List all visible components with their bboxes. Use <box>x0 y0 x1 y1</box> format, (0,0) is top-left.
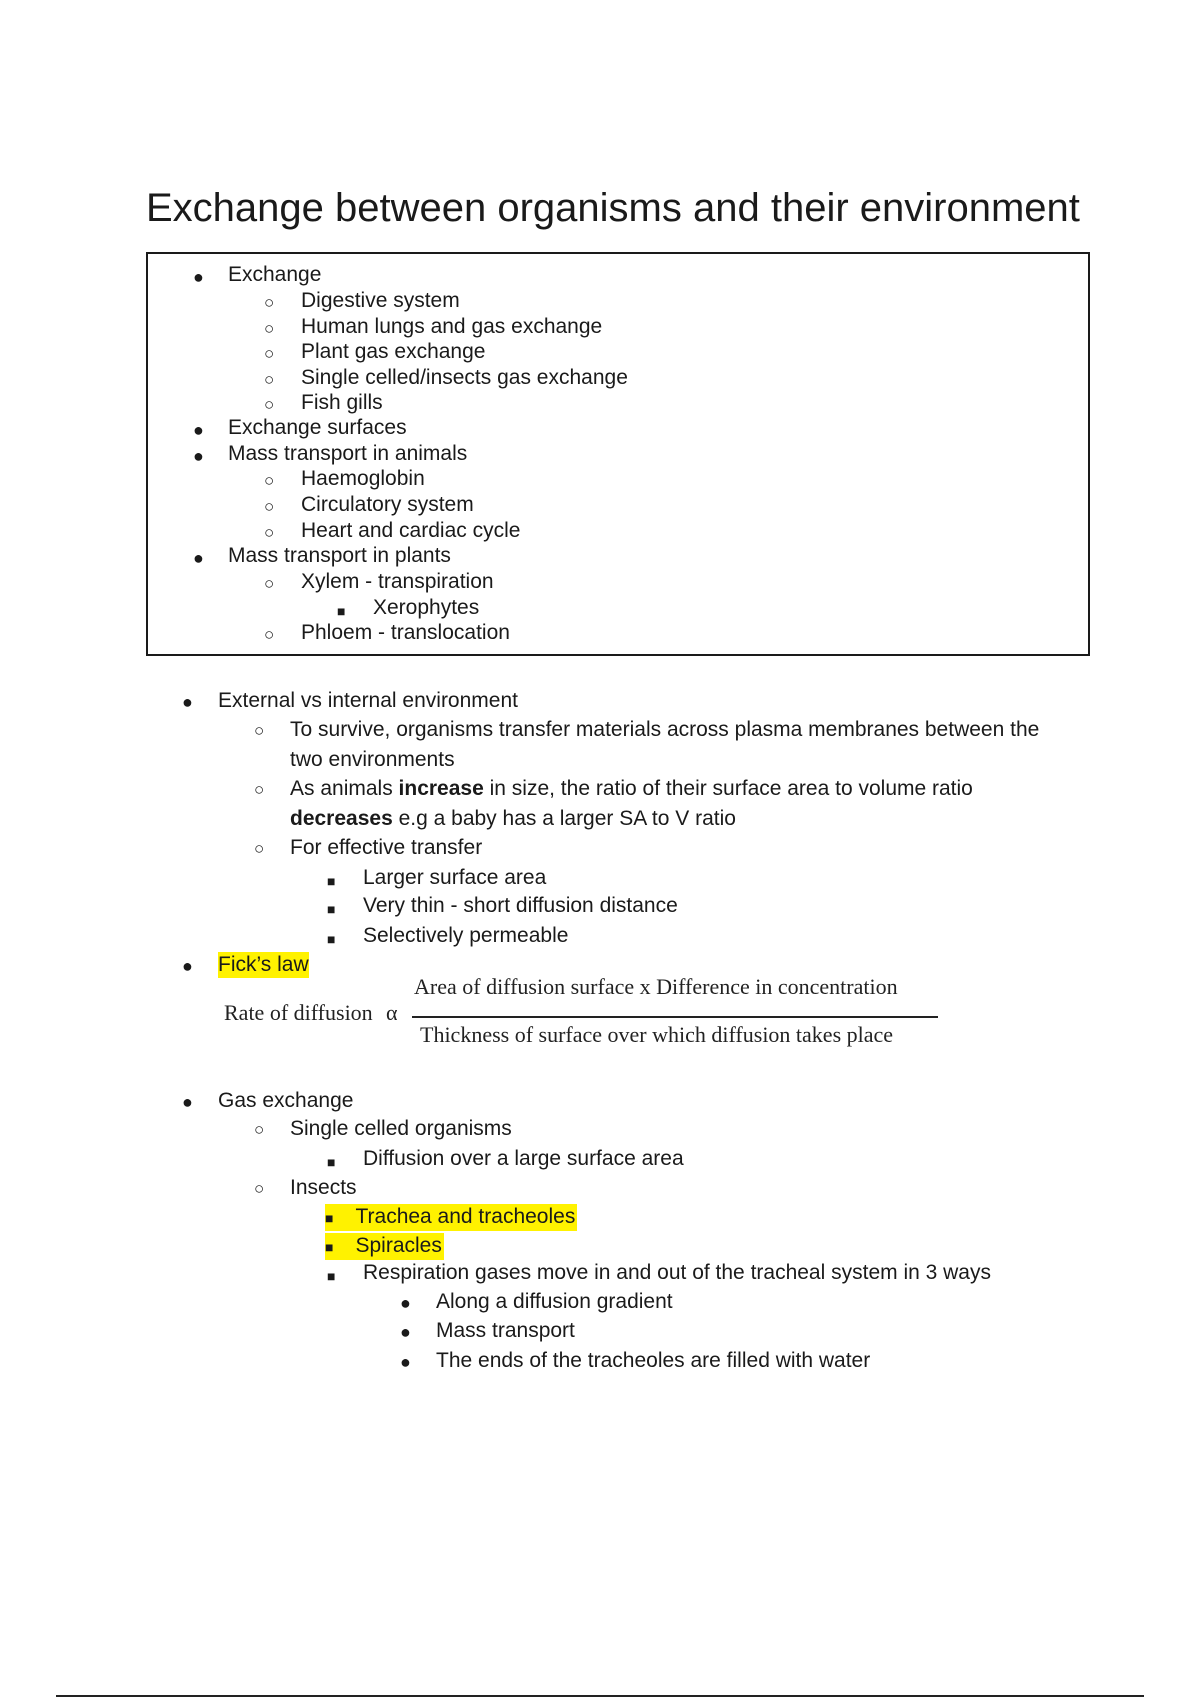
toc-subitem: Xylem - transpiration <box>301 570 494 593</box>
bullet-circle: ○ <box>254 1120 265 1139</box>
fraction-bar <box>412 1016 938 1018</box>
note-bold: decreases <box>290 807 393 830</box>
bullet-square: ■ <box>327 931 336 947</box>
note-line: Insects <box>290 1176 357 1199</box>
bullet-disc: ● <box>182 1092 193 1112</box>
toc-subitem: Human lungs and gas exchange <box>301 315 603 338</box>
proportional-symbol: α <box>386 1000 398 1025</box>
bullet-circle: ○ <box>264 293 275 312</box>
note-line: Single celled organisms <box>290 1117 512 1140</box>
note-subline: Selectively permeable <box>363 924 569 947</box>
note-subline: Larger surface area <box>363 866 547 889</box>
highlighted-subline <box>325 1204 577 1231</box>
note-text: in size, the ratio of their surface area to volume ratio <box>483 777 973 800</box>
bullet-square: ■ <box>325 1210 334 1226</box>
bullet-circle: ○ <box>264 574 275 593</box>
bullet-square: ■ <box>327 901 336 917</box>
bullet-square: ■ <box>327 873 336 889</box>
toc-subitem: Fish gills <box>301 391 383 414</box>
bullet-circle: ○ <box>264 625 275 644</box>
toc-subitem: Heart and cardiac cycle <box>301 519 521 542</box>
bullet-circle: ○ <box>254 1179 265 1198</box>
note-heading: External vs internal environment <box>218 689 518 712</box>
toc-item: Exchange surfaces <box>228 416 407 439</box>
toc-subitem: Single celled/insects gas exchange <box>301 366 628 389</box>
bullet-circle: ○ <box>254 780 265 799</box>
note-subline: Respiration gases move in and out of the tracheal system in 3 ways <box>363 1261 991 1284</box>
bullet-disc: ● <box>400 1322 411 1342</box>
toc-item: Mass transport in animals <box>228 442 468 465</box>
bullet-circle: ○ <box>264 344 275 363</box>
bullet-disc: ● <box>193 446 204 466</box>
bullet-circle: ○ <box>254 721 265 740</box>
ficks-law-heading: Fick’s law <box>218 953 309 976</box>
bullet-disc: ● <box>400 1352 411 1372</box>
toc-subitem: Phloem - translocation <box>301 621 510 644</box>
toc-item: Exchange <box>228 263 322 286</box>
note-text: Spiracles <box>355 1234 442 1257</box>
formula-lhs: Rate of diffusion <box>224 1000 373 1025</box>
toc-subitem: Haemoglobin <box>301 467 425 490</box>
note-line: To survive, organisms transfer materials across plasma membranes between the <box>290 718 1040 741</box>
toc-subsubitem: Xerophytes <box>373 596 480 619</box>
bullet-disc: ● <box>193 267 204 287</box>
note-text: e.g a baby has a larger SA to V ratio <box>392 807 736 830</box>
note-line-ratio-cont <box>290 806 736 832</box>
toc-subitem: Plant gas exchange <box>301 340 486 363</box>
page-title: Exchange between organisms and their environment <box>146 186 1080 230</box>
bullet-circle: ○ <box>264 370 275 389</box>
note-text: As animals <box>290 777 399 800</box>
formula-numerator: Area of diffusion surface x Difference in concentration <box>414 974 898 999</box>
note-line: two environments <box>290 748 455 771</box>
bullet-circle: ○ <box>264 319 275 338</box>
note-subline: Diffusion over a large surface area <box>363 1147 684 1170</box>
note-subline: Very thin - short diffusion distance <box>363 894 678 917</box>
bullet-circle: ○ <box>264 395 275 414</box>
note-text: Trachea and tracheoles <box>355 1205 576 1228</box>
bullet-disc: ● <box>182 692 193 712</box>
note-subsubline: Mass transport <box>436 1319 575 1342</box>
bullet-circle: ○ <box>264 471 275 490</box>
note-subsubline: The ends of the tracheoles are filled with water <box>436 1349 871 1372</box>
bullet-square: ■ <box>325 1239 334 1255</box>
bullet-square: ■ <box>327 1154 336 1170</box>
toc-subitem: Circulatory system <box>301 493 474 516</box>
bullet-circle: ○ <box>254 839 265 858</box>
bullet-disc: ● <box>193 548 204 568</box>
bullet-square: ■ <box>327 1268 336 1284</box>
note-line: For effective transfer <box>290 836 483 859</box>
bullet-disc: ● <box>400 1293 411 1313</box>
highlighted-subline <box>325 1233 444 1260</box>
toc-item: Mass transport in plants <box>228 544 451 567</box>
footer-rule <box>56 1695 1144 1697</box>
bullet-circle: ○ <box>264 523 275 542</box>
toc-subitem: Digestive system <box>301 289 460 312</box>
note-heading: Gas exchange <box>218 1089 354 1112</box>
bullet-disc: ● <box>182 956 193 976</box>
bullet-square: ■ <box>337 603 346 619</box>
note-line-ratio <box>290 776 973 802</box>
note-bold: increase <box>398 777 484 800</box>
note-subsubline: Along a diffusion gradient <box>436 1290 673 1313</box>
bullet-disc: ● <box>193 420 204 440</box>
formula-denominator: Thickness of surface over which diffusion takes place <box>420 1022 894 1047</box>
bullet-circle: ○ <box>264 497 275 516</box>
